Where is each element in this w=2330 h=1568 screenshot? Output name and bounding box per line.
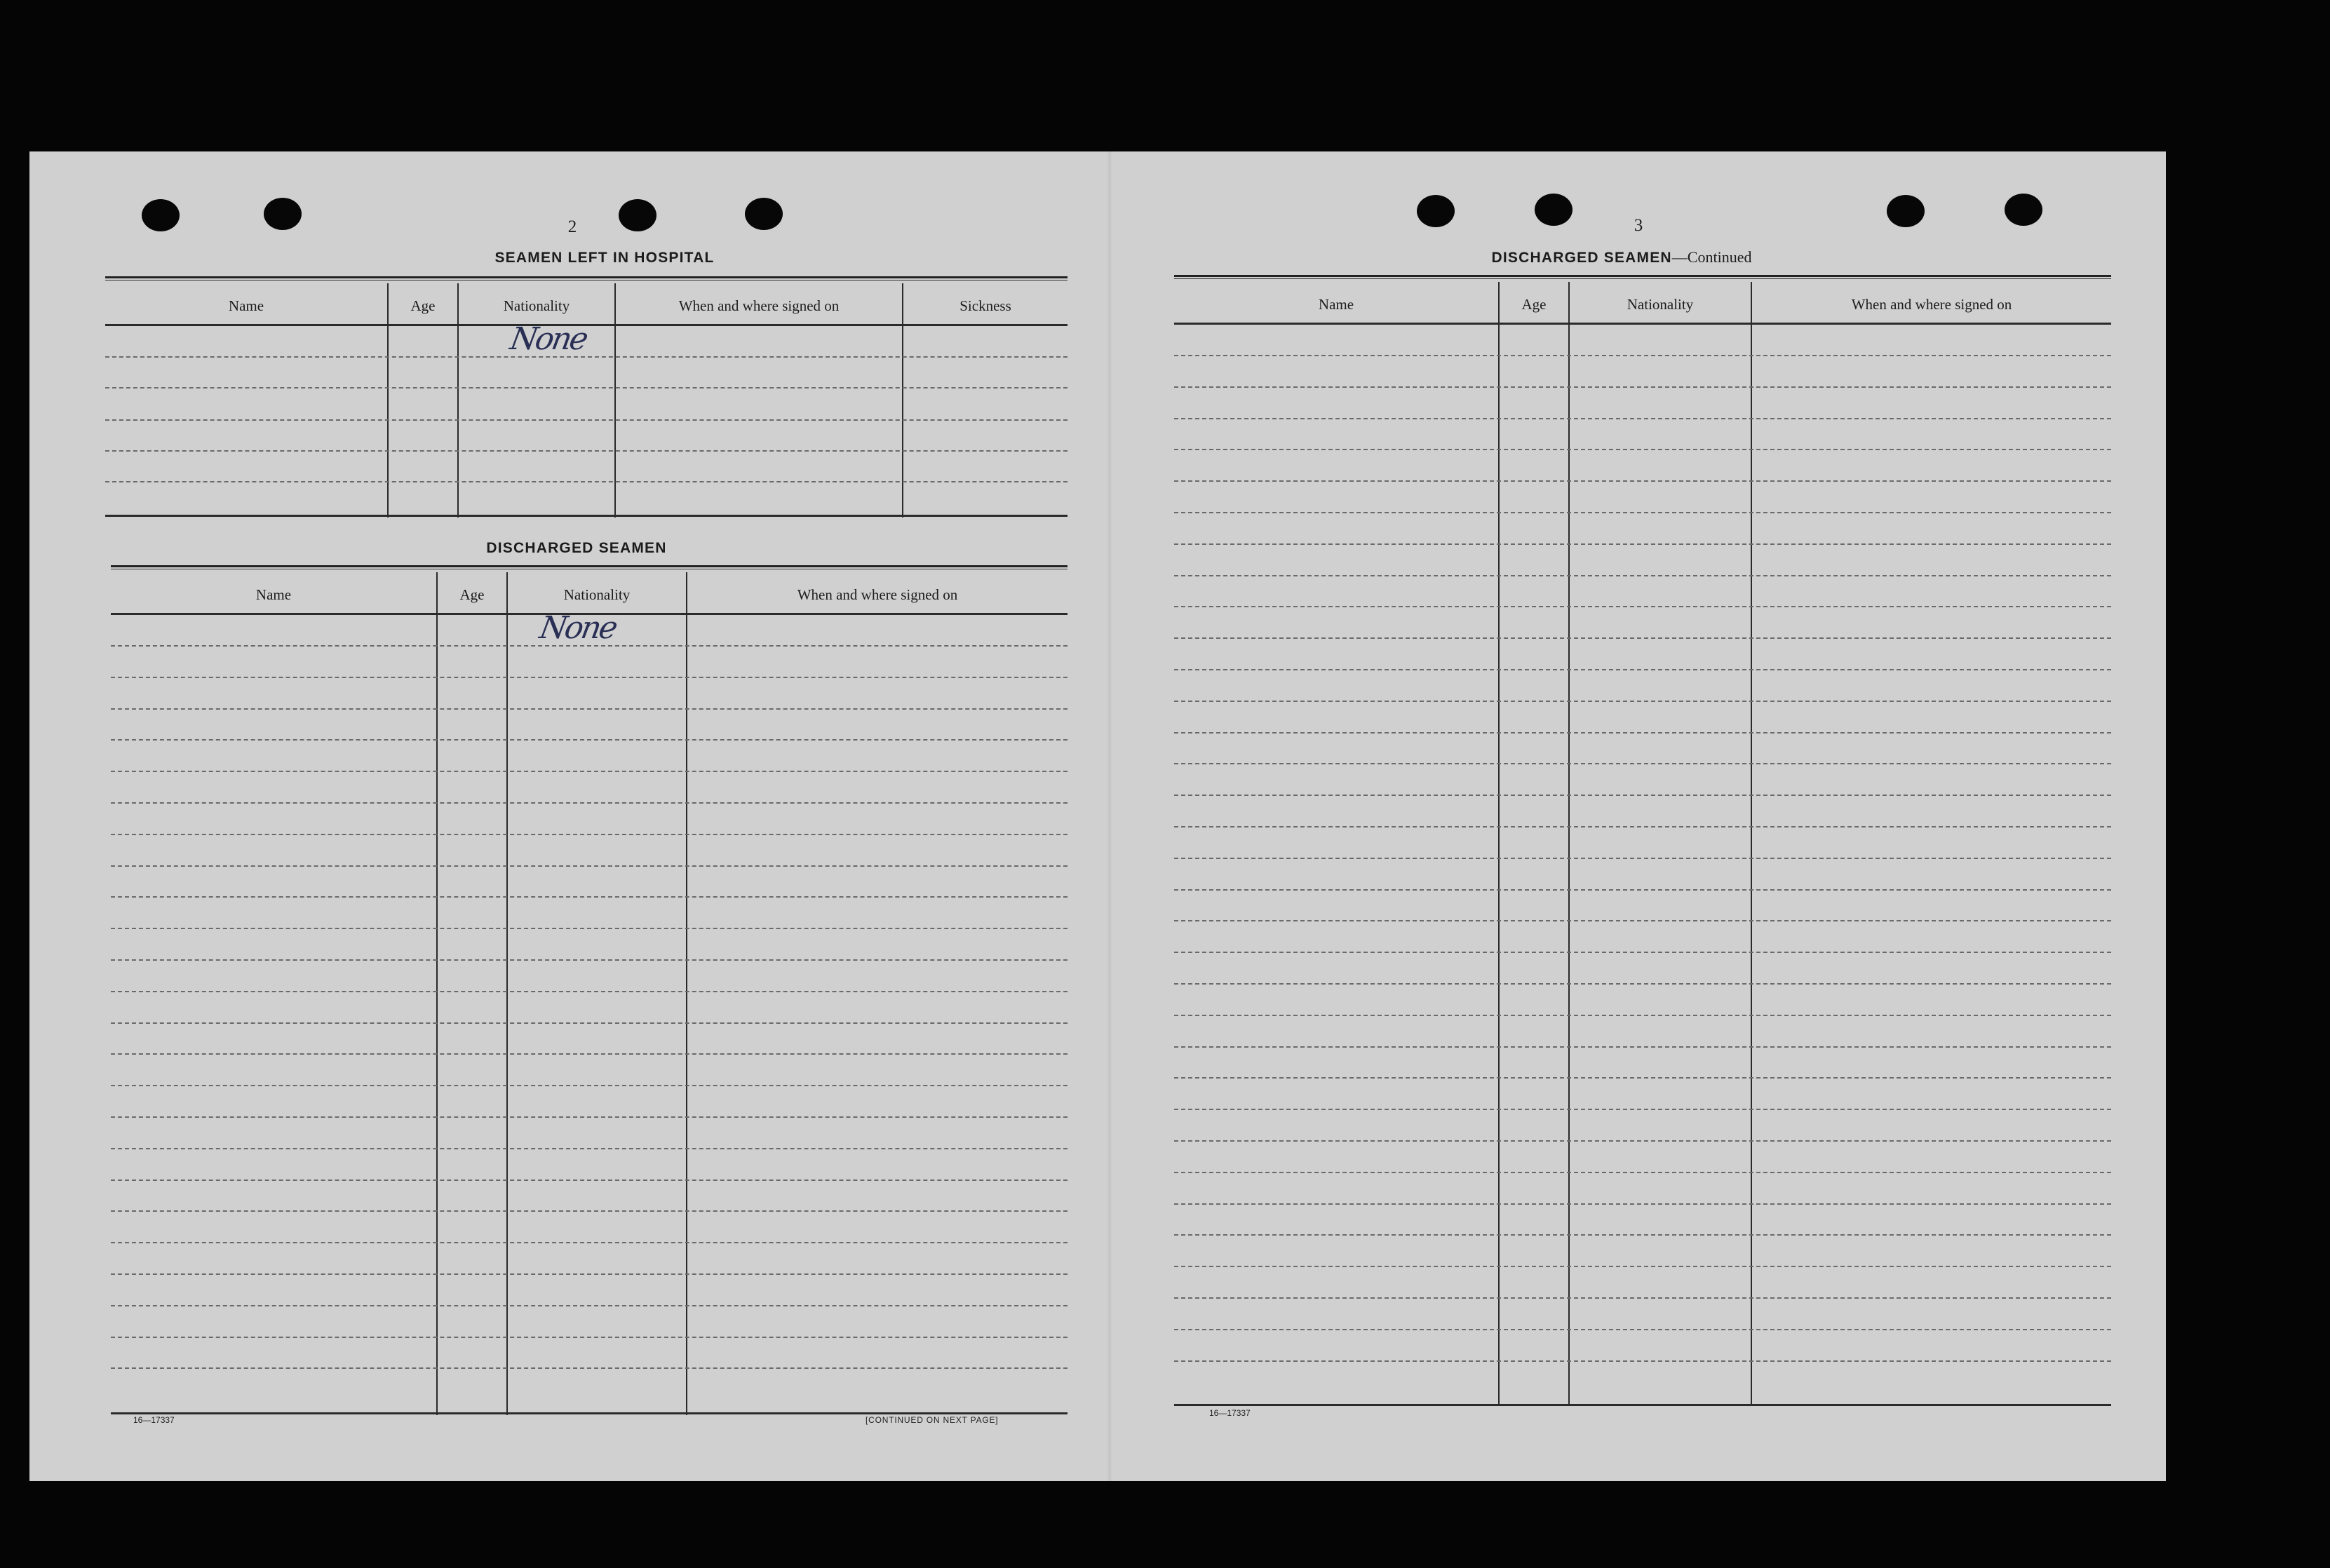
row-rule <box>111 1305 1068 1306</box>
document-sheet <box>29 151 2166 1481</box>
row-rule <box>105 450 1068 452</box>
row-rule <box>1174 606 2111 607</box>
table-bottom-rule <box>105 515 1068 517</box>
row-rule <box>1174 795 2111 796</box>
row-rule <box>111 1210 1068 1212</box>
row-rule <box>111 1273 1068 1275</box>
column-header-sickness: Sickness <box>959 297 1011 314</box>
row-rule <box>1174 952 2111 953</box>
row-rule <box>111 865 1068 867</box>
table-top-rule <box>1174 275 2111 279</box>
row-rule <box>1174 355 2111 356</box>
row-rule <box>1174 1360 2111 1362</box>
punch-hole <box>619 199 656 231</box>
row-rule <box>1174 889 2111 891</box>
row-rule <box>105 419 1068 421</box>
column-header-name: Name <box>1318 296 1354 313</box>
row-rule <box>111 1337 1068 1338</box>
row-rule <box>111 771 1068 772</box>
punch-hole <box>745 198 783 230</box>
row-rule <box>1174 637 2111 639</box>
hospital-title: SEAMEN LEFT IN HOSPITAL <box>494 250 715 266</box>
discharged-continued-title-main: DISCHARGED SEAMEN <box>1491 250 1672 266</box>
discharged-continued-title <box>1425 248 1818 266</box>
table-bottom-rule <box>1174 1404 2111 1406</box>
row-rule <box>111 1180 1068 1181</box>
row-rule <box>111 1367 1068 1369</box>
row-rule <box>1174 1203 2111 1205</box>
continued-note: [CONTINUED ON NEXT PAGE] <box>866 1415 999 1425</box>
row-rule <box>1174 1015 2111 1016</box>
punch-hole <box>1887 195 1925 227</box>
row-rule <box>1174 512 2111 513</box>
column-header-signed-on: When and where signed on <box>797 586 958 603</box>
table-bottom-rule <box>111 1412 1068 1414</box>
column-header-nationality: Nationality <box>1627 296 1694 313</box>
row-rule <box>111 708 1068 710</box>
row-rule <box>1174 1046 2111 1048</box>
row-rule <box>1174 669 2111 670</box>
row-rule <box>1174 701 2111 702</box>
row-rule <box>1174 1329 2111 1330</box>
row-rule <box>111 677 1068 678</box>
row-rule <box>1174 1109 2111 1110</box>
row-rule <box>1174 480 2111 482</box>
column-header-name: Name <box>228 297 264 314</box>
column-header-name: Name <box>255 586 292 603</box>
discharged-continued-title-suffix: —Continued <box>1671 248 1752 266</box>
row-rule <box>1174 732 2111 734</box>
row-rule <box>1174 1297 2111 1299</box>
row-rule <box>111 1148 1068 1149</box>
row-rule <box>111 991 1068 992</box>
row-rule <box>111 802 1068 804</box>
column-divider <box>686 572 687 1415</box>
row-rule <box>105 481 1068 482</box>
column-header-age: Age <box>459 586 485 603</box>
discharged-title: DISCHARGED SEAMEN <box>486 540 667 556</box>
row-rule <box>1174 575 2111 576</box>
row-rule <box>1174 1077 2111 1079</box>
row-rule <box>1174 386 2111 388</box>
row-rule <box>1174 983 2111 985</box>
page-number-left: 2 <box>567 217 577 236</box>
form-number-left: 16—17337 <box>133 1415 175 1425</box>
column-header-age: Age <box>1521 296 1547 313</box>
row-rule <box>111 1053 1068 1055</box>
row-rule <box>1174 763 2111 764</box>
punch-hole <box>264 198 302 230</box>
row-rule <box>1174 543 2111 545</box>
row-rule <box>111 1116 1068 1118</box>
row-rule <box>111 959 1068 961</box>
table-top-rule <box>105 276 1068 281</box>
row-rule <box>1174 1172 2111 1173</box>
row-rule <box>111 1022 1068 1024</box>
column-header-signed-on: When and where signed on <box>1851 296 2012 313</box>
row-rule <box>105 387 1068 388</box>
punch-hole <box>1535 194 1573 226</box>
row-rule <box>111 645 1068 647</box>
punch-hole <box>2005 194 2042 226</box>
row-rule <box>1174 858 2111 859</box>
column-divider <box>436 572 438 1415</box>
row-rule <box>1174 1140 2111 1142</box>
row-rule <box>111 1242 1068 1243</box>
row-rule <box>1174 920 2111 921</box>
punch-hole <box>142 199 180 231</box>
row-rule <box>1174 1266 2111 1267</box>
discharged-table-right <box>1174 275 2111 1411</box>
column-header-age: Age <box>410 297 436 314</box>
row-rule <box>105 356 1068 358</box>
column-header-signed-on: When and where signed on <box>678 297 840 314</box>
header-rule <box>1174 323 2111 325</box>
punch-hole <box>1417 195 1455 227</box>
page-fold <box>1107 151 1112 1481</box>
row-rule <box>111 928 1068 929</box>
column-divider <box>506 572 508 1415</box>
row-rule <box>1174 1234 2111 1236</box>
row-rule <box>1174 418 2111 419</box>
row-rule <box>111 739 1068 741</box>
discharged-table-left <box>111 565 1068 1415</box>
form-number-right: 16—17337 <box>1209 1408 1251 1418</box>
handwritten-entry: None <box>507 321 589 357</box>
column-header-nationality: Nationality <box>503 297 570 314</box>
handwritten-entry: None <box>537 610 619 646</box>
page-number-right: 3 <box>1634 216 1643 235</box>
row-rule <box>111 896 1068 898</box>
row-rule <box>1174 826 2111 827</box>
row-rule <box>1174 449 2111 450</box>
row-rule <box>111 834 1068 835</box>
column-header-nationality: Nationality <box>563 586 631 603</box>
table-top-rule <box>111 565 1068 569</box>
hospital-table <box>105 276 1068 519</box>
row-rule <box>111 1085 1068 1086</box>
